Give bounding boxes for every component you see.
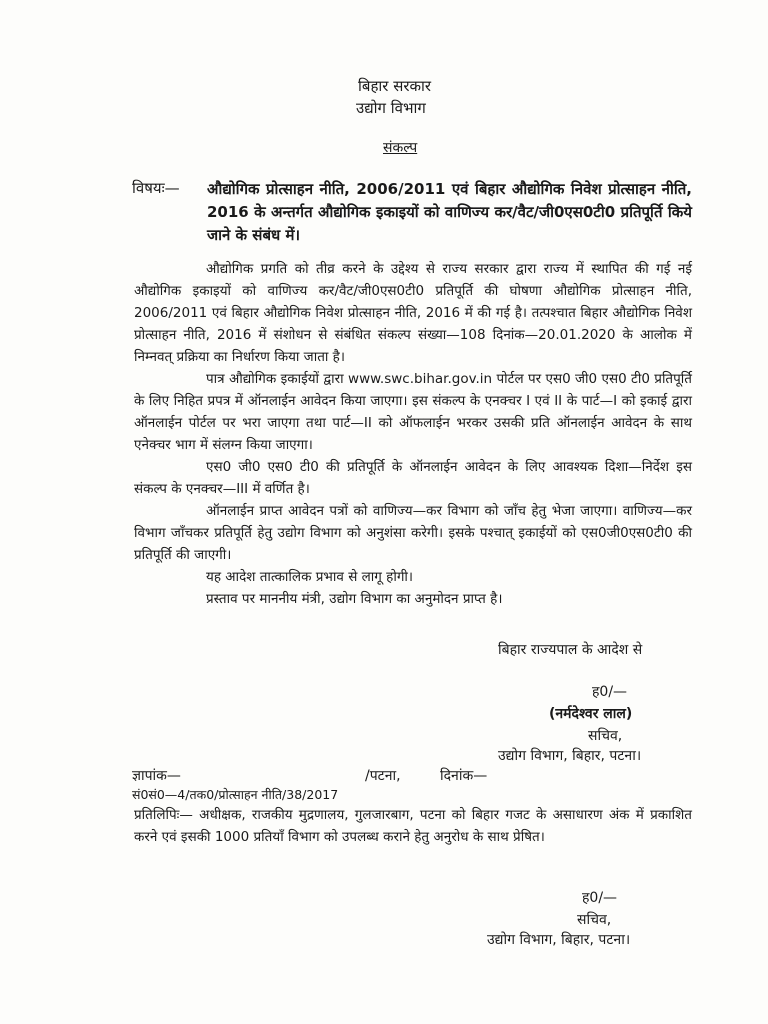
copy-text: अधीक्षक, राजकीय मुद्रणालय, गुलजारबाग, पटना को बिहार गजट के असाधारण अंक में प्रकाशित करने एवं इसकी 1000 प्रतियाँ विभाग को उपलब्ध कराने हेतु अनुरोध के साथ प्रेषित। — [134, 807, 692, 845]
subject-text: औद्योगिक प्रोत्साहन नीति, 2006/2011 एवं बिहार औद्योगिक निवेश प्रोत्साहन नीति, 2016 के अन्तर्गत औद्योगिक इकाइयों को वाणिज्य कर/वैट/जी0एस0टी0 प्रतिपूर्ति किये जाने के संबंध में। — [207, 180, 692, 244]
signature1-office: उद्योग विभाग, बिहार, पटना। — [498, 748, 642, 764]
government-heading: बिहार सरकार — [358, 77, 432, 95]
signature2-office: उद्योग विभाग, बिहार, पटना। — [487, 932, 631, 948]
copy-label: प्रतिलिपिः— — [134, 807, 193, 823]
paragraph-4: ऑनलाईन प्राप्त आवेदन पत्रों को वाणिज्य—कर विभाग को जाँच हेतु भेजा जाएगा। वाणिज्य—कर विभाग जाँचकर प्रतिपूर्ति हेतु उद्योग विभाग को अनुशंसा करेगी। इसके पश्चात् इकाईयों को एस0जी0एस0टी0 की प्रतिपूर्ति की जाएगी। — [134, 503, 692, 563]
department-heading: उद्योग विभाग — [356, 99, 426, 117]
paragraph-5: यह आदेश तात्कालिक प्रभाव से लागू होगी। — [206, 569, 414, 585]
body-text — [134, 258, 692, 610]
signature2-signed: ह0/— — [582, 890, 618, 906]
memo-number-label: ज्ञापांक— — [132, 768, 181, 784]
subject-label: विषयः— — [132, 179, 180, 197]
paragraph-6: प्रस्ताव पर माननीय मंत्री, उद्योग विभाग का अनुमोदन प्राप्त है। — [206, 591, 503, 607]
memo-date-label: दिनांक— — [440, 768, 488, 784]
document-title: संकल्प — [383, 140, 418, 156]
signature2-designation: सचिव, — [577, 912, 612, 928]
paragraph-1: औद्योगिक प्रगति को तीव्र करने के उद्देश्य से राज्य सरकार द्वारा राज्य में स्थापित की गई नई औद्योगिक इकाइयों को वाणिज्य कर/वैट/जी0एस0टी0 प्रतिपूर्ति की घोषणा औद्योगिक प्रोत्साहन नीति, 2006/2011 एवं बिहार औद्योगिक निवेश प्रोत्साहन नीति, 2016 में की गई है। तत्पश्चात बिहार औद्योगिक निवेश प्रोत्साहन नीति, 2016 में संशोधन से संबंधित संकल्प संख्या—108 दिनांक—20.01.2020 के आलोक में निम्नवत् प्रक्रिया का निर्धारण किया जाता है। — [134, 261, 692, 365]
order-line: बिहार राज्यपाल के आदेश से — [498, 642, 643, 658]
copy-block — [134, 804, 692, 848]
paragraph-3: एस0 जी0 एस0 टी0 की प्रतिपूर्ति के ऑनलाईन आवेदन के लिए आवश्यक दिशा—निर्देश इस संकल्प के एनक्चर—III में वर्णित है। — [134, 459, 692, 497]
paragraph-2: पात्र औद्योगिक इकाईयों द्वारा www.swc.bihar.gov.in पोर्टल पर एस0 जी0 एस0 टी0 प्रतिपूर्ति के लिए निहित प्रपत्र में ऑनलाईन आवेदन किया जाएगा। इस संकल्प के एनक्चर I एवं II के पार्ट—I को इकाई द्वारा ऑनलाईन पोर्टल पर भरा जाएगा तथा पार्ट—II को ऑफलाईन भरकर उसकी प्रति ऑनलाईन आवेदन के साथ एनेक्चर भाग में संलग्न किया जाएगा। — [134, 371, 692, 453]
memo-place: /पटना, — [365, 768, 401, 784]
signature1-signed: ह0/— — [592, 684, 628, 700]
signature1-designation: सचिव, — [588, 728, 623, 744]
memo-file-number: सं0सं0—4/तक0/प्रोत्साहन नीति/38/2017 — [132, 787, 339, 802]
signature1-name: (नर्मदेश्वर लाल) — [549, 706, 633, 722]
